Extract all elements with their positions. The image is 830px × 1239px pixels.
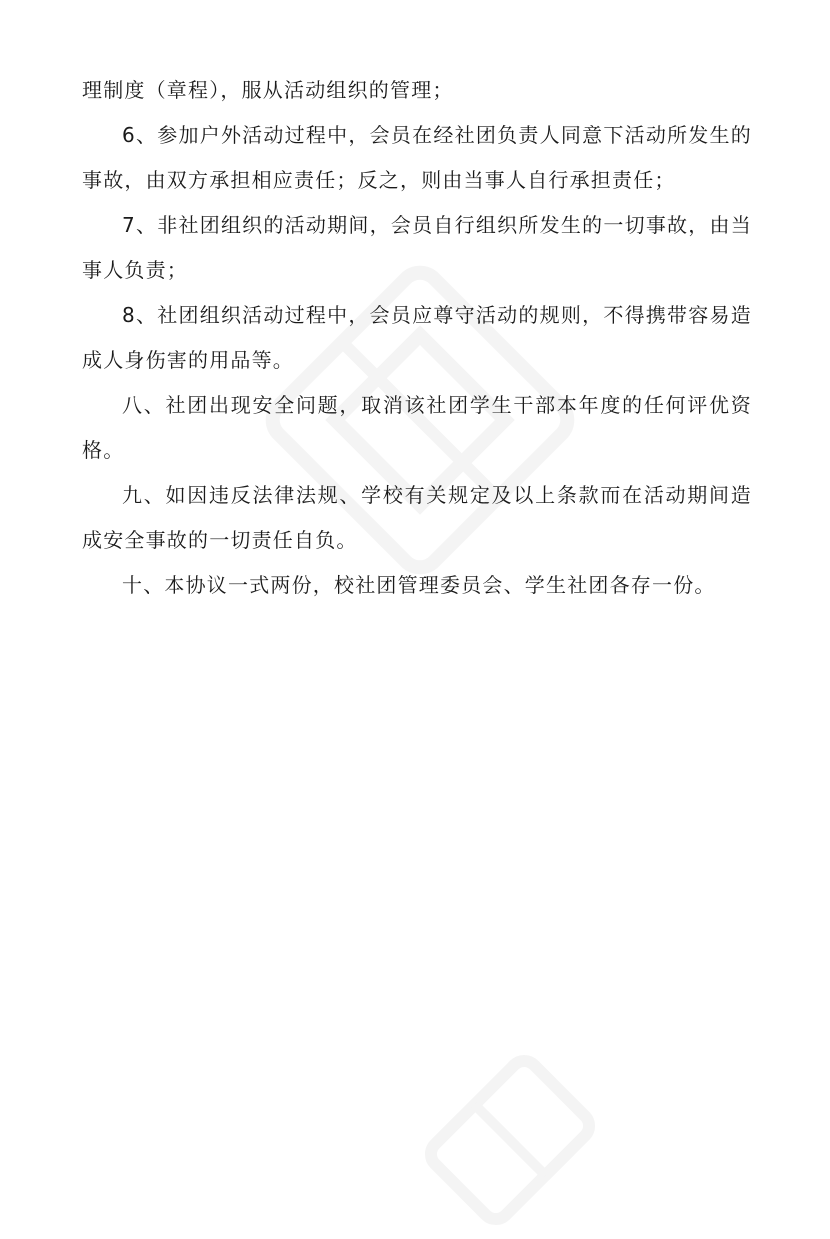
watermark-logo-bottom (411, 1041, 609, 1239)
paragraph-continuation: 理制度（章程），服从活动组织的管理； (82, 78, 454, 102)
document-body (82, 68, 752, 608)
paragraph-item-8: 8、社团组织活动过程中，会员应尊守活动的规则，不得携带容易造成人身伤害的用品等。 (82, 303, 752, 372)
paragraph-item-6: 6、参加户外活动过程中，会员在经社团负责人同意下活动所发生的事故，由双方承担相应责任；反之，则由当事人自行承担责任； (82, 123, 752, 192)
paragraph-item-7: 7、非社团组织的活动期间，会员自行组织所发生的一切事故，由当事人负责； (82, 213, 752, 282)
paragraph-section-8: 八、社团出现安全问题，取消该社团学生干部本年度的任何评优资格。 (82, 393, 752, 462)
paragraph-section-9: 九、如因违反法律法规、学校有关规定及以上条款而在活动期间造成安全事故的一切责任自负。 (82, 483, 752, 552)
paragraph-section-10: 十、本协议一式两份，校社团管理委员会、学生社团各存一份。 (122, 573, 716, 597)
